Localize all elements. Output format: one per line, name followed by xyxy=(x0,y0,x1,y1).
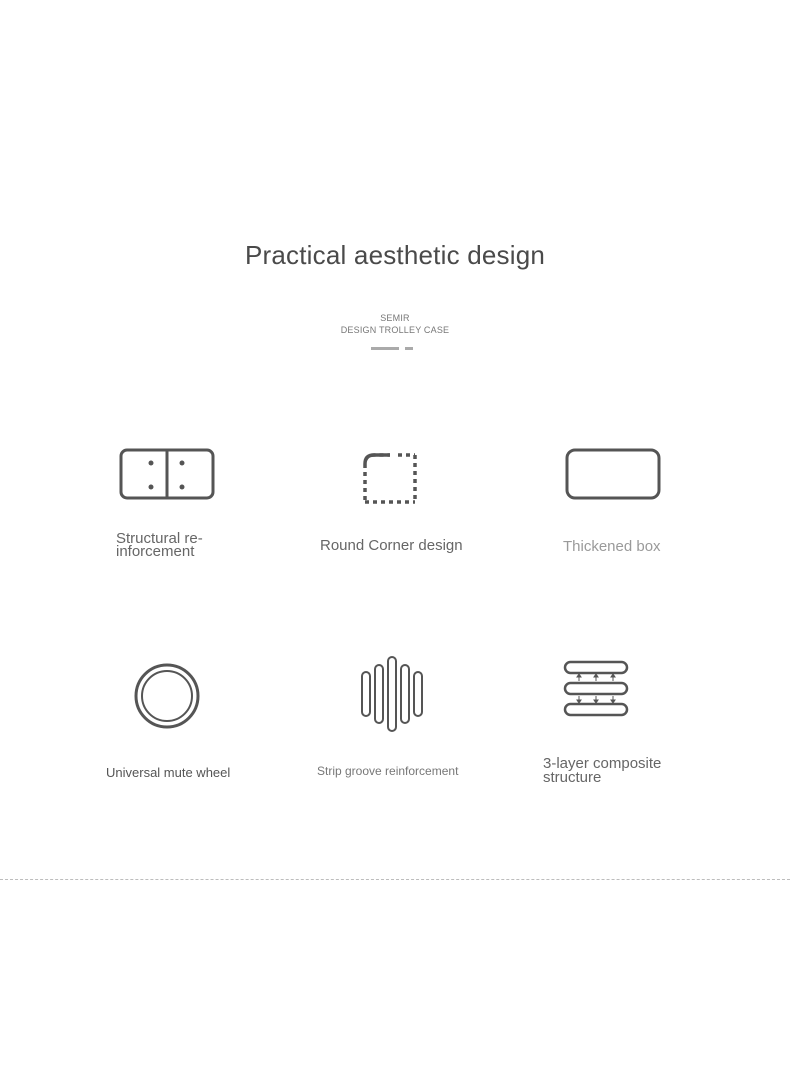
page-title: Practical aesthetic design xyxy=(244,240,546,270)
dotted-corner-icon xyxy=(360,450,420,508)
section-separator xyxy=(0,879,790,880)
title-divider-short xyxy=(405,347,413,350)
feature-label-strip-groove: Strip groove reinforcement xyxy=(317,764,459,778)
feature-label-structural-reinforcement: Structural re- inforcement xyxy=(116,530,203,560)
wheel-icon xyxy=(132,661,202,731)
split-box-icon xyxy=(118,447,216,501)
layers-icon xyxy=(562,659,630,719)
feature-label-mute-wheel: Universal mute wheel xyxy=(106,765,231,780)
title-divider-long xyxy=(371,347,399,350)
feature-label-3-layer: 3-layer composite structure xyxy=(543,755,662,786)
groove-strips-icon xyxy=(358,655,426,733)
rounded-rectangle-icon xyxy=(564,447,662,501)
brand-name: SEMIR xyxy=(380,313,410,323)
brand-subtitle: DESIGN TROLLEY CASE xyxy=(340,325,450,335)
feature-label-thickened-box: Thickened box xyxy=(563,538,661,555)
feature-label-round-corner: Round Corner design xyxy=(320,537,463,554)
